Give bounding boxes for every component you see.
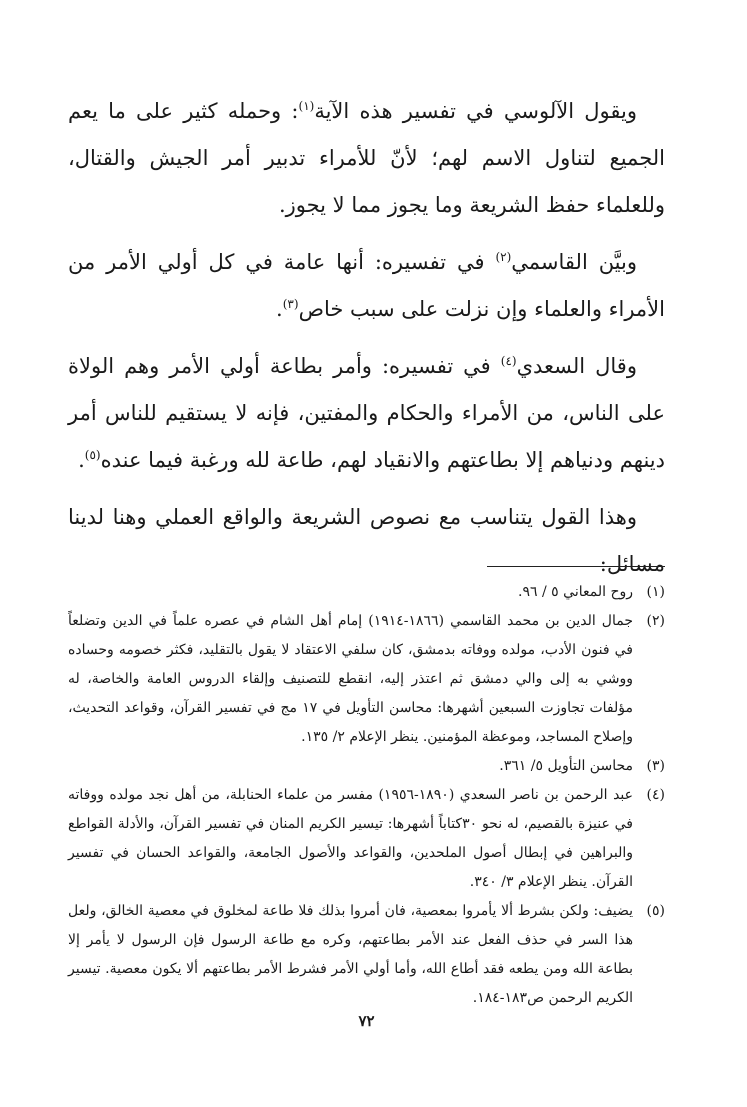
paragraph-text: . bbox=[276, 297, 283, 321]
footnote-text: يضيف: ولكن بشرط ألا يأمروا بمعصية، فان أمروا بذلك فلا طاعة لمخلوق في معصية الخالق، ولعل هذا السر في حذف الفعل عند الأمر بطاعتهم، وكره مع طاعة الرسول فإن الرسول لا يأمر إلا بطاعة الله ومن يطعه فقد أطاع الله، وأما أولي الأمر فشرط الأمر بطاعتهم ألا يكون معصية. تيسير الكريم الرحمن ص١٨٣-١٨٤. bbox=[68, 903, 633, 1006]
footnote-text: جمال الدين بن محمد القاسمي (١٨٦٦-١٩١٤) إمام أهل الشام في عصره علماً في الدين وتضلعاً في فنون الأدب، مولده ووفاته بدمشق، كان سلفي الاعتقاد لا يقول بالتقليد، فكثر خصومه وحساده ووشي به إلى والي دمشق ثم اعتذر إليه، انقطع للتصنيف وإلقاء الدروس العامة والخاصة، له مؤلفات تجاوزت السبعين أشهرها: محاسن التأويل في ١٧ مج في تفسير القرآن، وقواعد التحديث، وإصلاح المساجد، وموعظة المؤمنين. ينظر الإعلام ٢/ ١٣٥. bbox=[68, 613, 633, 745]
footnote-item bbox=[68, 578, 665, 607]
paragraph-saadi bbox=[68, 343, 665, 484]
paragraph-text: في تفسيره: وأمر بطاعة أولي الأمر وهم الولاة على الناس، من الأمراء والحكام والمفتين، فإنه لا يستقيم للناس أمر دينهم ودنياهم إلا بطاعتهم والانقياد لهم، طاعة لله ورغبة فيما عنده bbox=[68, 354, 665, 472]
footnote-text: روح المعاني ٥ / ٩٦. bbox=[518, 584, 633, 600]
paragraph-qasimi bbox=[68, 239, 665, 333]
footnotes bbox=[68, 578, 665, 1013]
paragraph-conclusion: وهذا القول يتناسب مع نصوص الشريعة والواقع العملي وهنا لدينا مسائل: bbox=[68, 505, 665, 576]
footnote-ref: (١) bbox=[298, 99, 315, 113]
paragraph-text: ويقول الآلوسي في تفسير هذه الآية bbox=[314, 99, 637, 123]
footnote-ref: (٢) bbox=[495, 250, 512, 264]
paragraph-text: وبيَّن القاسمي bbox=[511, 250, 638, 274]
page-number: ٧٢ bbox=[358, 1012, 375, 1030]
footnote-number: (٥) bbox=[646, 903, 665, 919]
footnote-item bbox=[68, 897, 665, 1013]
paragraph-text: وقال السعدي bbox=[516, 354, 637, 378]
book-page bbox=[68, 88, 665, 1107]
footnote-number: (٢) bbox=[646, 613, 665, 629]
footnote-item bbox=[68, 781, 665, 897]
paragraph-alusi bbox=[68, 88, 665, 229]
footnote-separator bbox=[487, 566, 665, 567]
footnote-number: (٣) bbox=[646, 758, 665, 774]
paragraph-text: : وحمله كثير على ما يعم الجميع لتناول الاسم لهم؛ لأنّ للأمراء تدبير أمر الجيش والقتال، وللعلماء حفظ الشريعة وما يجوز مما لا يجوز. bbox=[68, 99, 665, 217]
main-text bbox=[68, 88, 665, 588]
footnote-number: (١) bbox=[646, 584, 665, 600]
footnote-number: (٤) bbox=[646, 787, 665, 803]
paragraph-text: . bbox=[78, 448, 85, 472]
footnote-item bbox=[68, 607, 665, 752]
paragraph-text: في تفسيره: أنها عامة في كل أولي الأمر من الأمراء والعلماء وإن نزلت على سبب خاص bbox=[68, 250, 665, 321]
footnote-item bbox=[68, 752, 665, 781]
footnote-text: عبد الرحمن بن ناصر السعدي (١٨٩٠-١٩٥٦) مفسر من علماء الحنابلة، من أهل نجد مولده ووفاته في عنيزة بالقصيم، له نحو ٣٠كتاباً أشهرها: تيسير الكريم المنان في تفسير القرآن، والأدلة القواطع والبراهين في إبطال أصول الملحدين، والقواعد والأصول الجامعة، والقواعد الحسان في تفسير القرآن. ينظر الإعلام ٣/ ٣٤٠. bbox=[68, 787, 633, 890]
footnote-ref: (٤) bbox=[500, 354, 517, 368]
footnote-ref: (٥) bbox=[84, 448, 101, 462]
footnote-text: محاسن التأويل ٥/ ٣٦١. bbox=[499, 758, 633, 774]
footnote-ref: (٣) bbox=[282, 297, 299, 311]
